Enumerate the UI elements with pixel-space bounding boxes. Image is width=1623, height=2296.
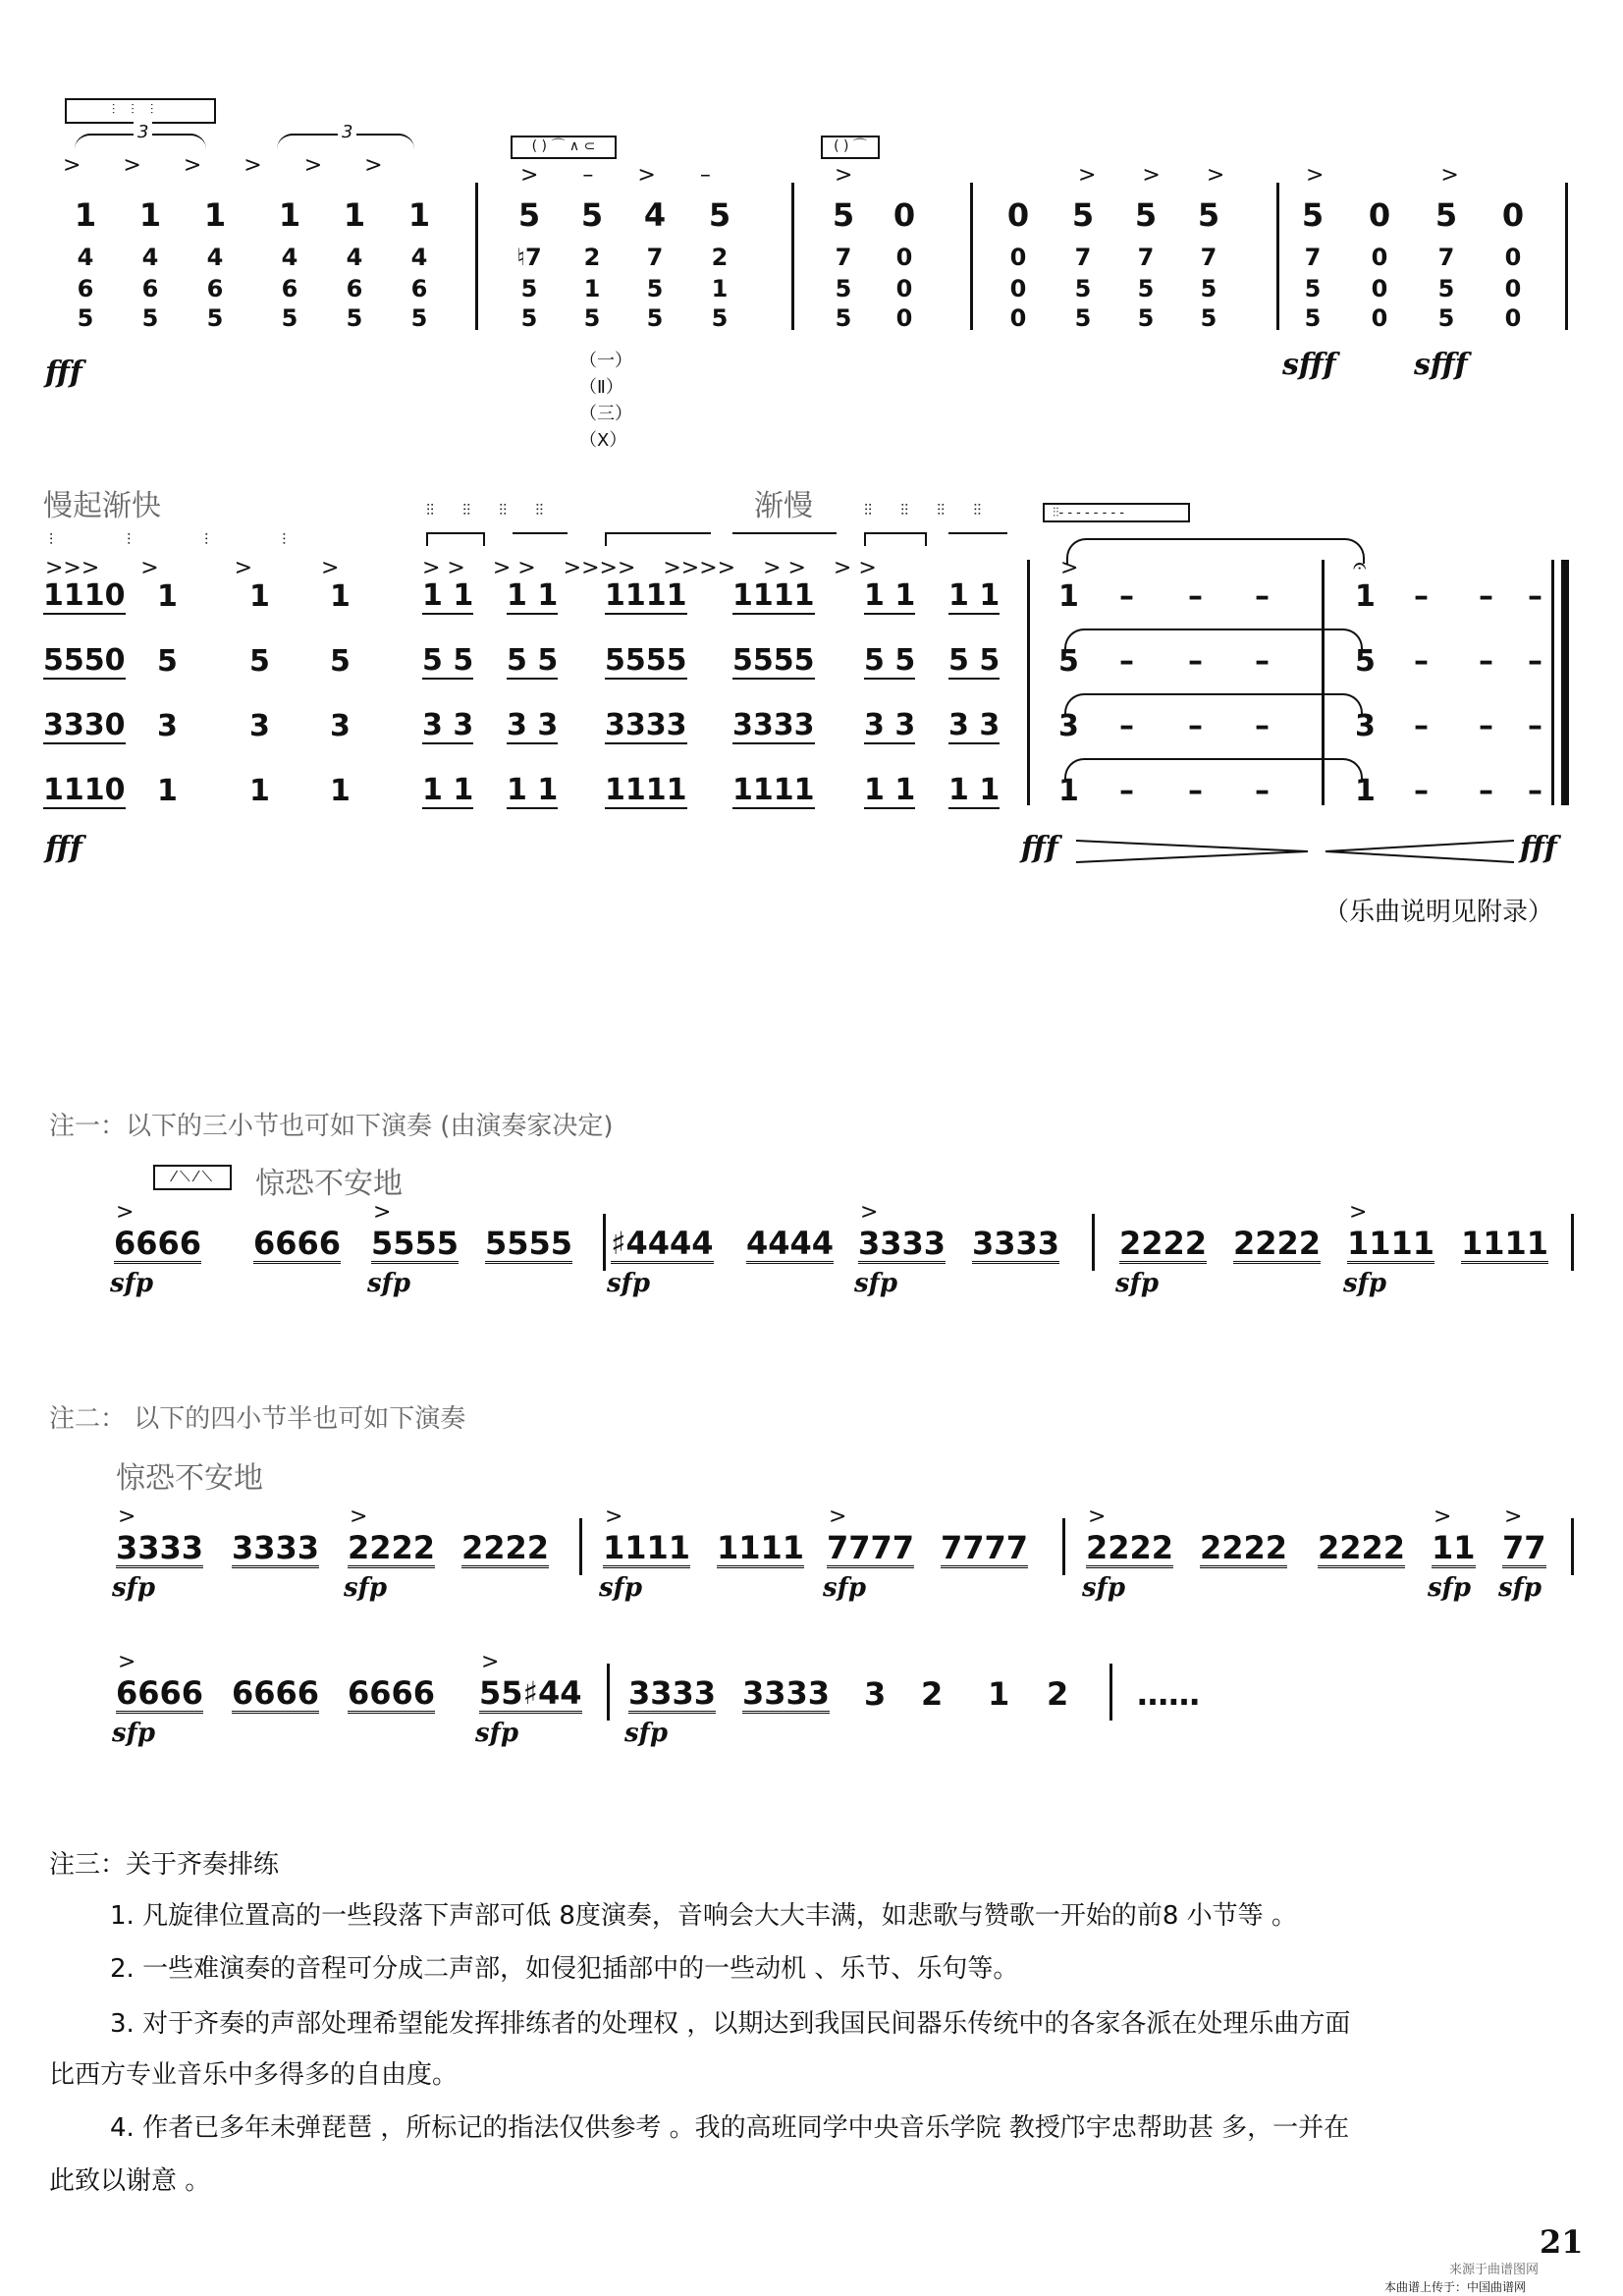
note-group: 6666	[348, 1674, 436, 1712]
group-bracket	[732, 532, 837, 546]
note-group: 5 5	[422, 643, 474, 678]
note-group: 1111	[732, 773, 815, 807]
note-group: 11	[1432, 1529, 1476, 1566]
accent-row: > >	[1306, 163, 1459, 188]
note-group: ♯4444	[611, 1225, 714, 1262]
chord-note: 0	[895, 244, 913, 271]
tie-arc	[1064, 629, 1363, 650]
string-label: （X）	[579, 430, 627, 451]
note-group: 1 1	[864, 773, 916, 807]
dynamic-marking: fff	[1520, 831, 1557, 865]
note-group: 1	[1058, 774, 1079, 808]
note-item: 比西方专业音乐中多得多的自由度。	[49, 2060, 459, 2090]
note-group: 1111	[605, 773, 687, 807]
bar-line	[579, 1518, 582, 1575]
accent-mark: >	[481, 1650, 500, 1674]
chord-note: 0	[1504, 275, 1522, 302]
chord-note: 2	[583, 244, 601, 271]
tremolo-box: ⫶⫶⫶	[65, 98, 216, 124]
note-group: –	[1188, 709, 1203, 743]
note-group: 1110	[43, 578, 126, 613]
note-item: 2. 一些难演奏的音程可分成二声部，如侵犯插部中的一些动机 、乐节、乐句等。	[110, 1954, 1019, 1984]
chord-note: 4	[206, 244, 224, 271]
chord-note: 0	[1371, 275, 1388, 302]
string-label: （Ⅱ）	[579, 377, 623, 398]
note-group: 2222	[1200, 1529, 1288, 1566]
note-group: 1111	[605, 578, 687, 613]
chord-note: ♮7	[516, 244, 542, 271]
group-bracket	[864, 532, 927, 546]
chord-note: 0	[1368, 196, 1391, 234]
note-group: 1 1	[864, 578, 916, 613]
note-group: 3 3	[422, 708, 474, 742]
chord-note: 5	[708, 196, 731, 234]
chord-note: 7	[646, 244, 664, 271]
note-group: –	[1188, 644, 1203, 679]
expression-marking: 惊恐不安地	[255, 1167, 403, 1201]
note-group: ……	[1137, 1675, 1200, 1713]
note-group: –	[1528, 579, 1542, 614]
chord-note: 0	[1504, 244, 1522, 271]
group-bracket	[513, 532, 568, 546]
chord-note: 4	[643, 196, 667, 234]
dynamic-marking: sfff	[1282, 348, 1336, 382]
dynamic-marking: sfp	[1082, 1573, 1126, 1603]
chord-note: 5	[1074, 275, 1092, 302]
note-group: 5	[157, 644, 178, 679]
note-group: –	[1414, 579, 1429, 614]
chord-note: 7	[835, 244, 852, 271]
bar-line	[1109, 1664, 1112, 1721]
note-group: 3	[864, 1675, 887, 1713]
note-group: 1	[1058, 579, 1079, 614]
note-group: 5 5	[948, 643, 1001, 678]
page-number: 21	[1540, 2223, 1584, 2261]
chord-note: 4	[141, 244, 159, 271]
chord-note: 0	[895, 304, 913, 332]
note-group: 5	[330, 644, 351, 679]
note-group: –	[1528, 709, 1542, 743]
footer-text: 本曲谱上传于：中国曲谱网	[1384, 2280, 1527, 2294]
note-group: 1 1	[948, 578, 1001, 613]
note-group: 1 1	[507, 578, 559, 613]
chord-note: 0	[895, 275, 913, 302]
chord-note: 5	[1304, 275, 1322, 302]
appendix-note: （乐曲说明见附录）	[1324, 898, 1554, 927]
accent-mark: >	[605, 1504, 623, 1529]
watermark: 来源于曲谱图网	[1449, 2263, 1540, 2277]
chord-note: 5	[1437, 275, 1455, 302]
chord-note: 6	[281, 275, 298, 302]
note-group: –	[1119, 709, 1134, 743]
chord-note: 2	[711, 244, 729, 271]
chord-note: 5	[832, 196, 855, 234]
note-group: 1 1	[507, 773, 559, 807]
note-group: 5555	[732, 643, 815, 678]
note-group: 5555	[485, 1225, 573, 1262]
note-group: 2222	[348, 1529, 436, 1566]
chord-note: 4	[281, 244, 298, 271]
expression-marking: 惊恐不安地	[116, 1461, 263, 1496]
chord-note: 5	[580, 196, 604, 234]
tempo-marking: 慢起渐快	[43, 489, 161, 523]
note-group: 1	[988, 1675, 1010, 1713]
dynamic-marking: sfp	[1498, 1573, 1542, 1603]
dynamic-marking: sfp	[1428, 1573, 1472, 1603]
note-group: –	[1414, 709, 1429, 743]
chord-note: 7	[1437, 244, 1455, 271]
fingering-box: ( ) ⌒	[821, 136, 880, 159]
note-group: 5	[1355, 644, 1376, 679]
string-label: （一）	[579, 351, 632, 371]
note-group: 5555	[371, 1225, 460, 1262]
accent-mark: >	[116, 1200, 135, 1225]
note-item: 3. 对于齐奏的声部处理希望能发挥排练者的处理权 ，以期达到我国民间器乐传统中的各家各派在处理乐曲方面	[110, 2009, 1351, 2039]
chord-note: 5	[1071, 196, 1095, 234]
chord-note: 7	[1200, 244, 1217, 271]
group-bracket	[948, 532, 1007, 546]
accent-row: > – > –	[520, 163, 711, 188]
dynamic-marking: sfp	[607, 1269, 651, 1298]
tremolo-marks: ⫶ ⫶ ⫶ ⫶	[49, 530, 287, 549]
chord-note: 0	[1501, 196, 1525, 234]
note-group: –	[1255, 709, 1270, 743]
chord-note: 5	[77, 304, 94, 332]
chord-note: 7	[1137, 244, 1155, 271]
tremolo-marks: ⫶⫶ ⫶⫶ ⫶⫶ ⫶⫶	[426, 501, 544, 519]
chord-note: 5	[1134, 196, 1158, 234]
chord-note: 5	[520, 304, 538, 332]
note-group: 3 3	[507, 708, 559, 742]
dynamic-marking: fff	[45, 831, 82, 865]
chord-note: 4	[346, 244, 363, 271]
chord-note: 1	[407, 196, 431, 234]
accent-row: > > > > >>>> >>>> > > > >	[422, 556, 877, 580]
dynamic-marking: fff	[45, 355, 82, 390]
note-item: 4. 作者已多年未弹琵琶 ，所标记的指法仅供参考 。我的高班同学中央音乐学院 教授邝宇忠帮助甚 多，一并在	[110, 2113, 1350, 2143]
note-group: 1	[330, 774, 351, 808]
note-group: 5	[1058, 644, 1079, 679]
tremolo-box: ⫶⫶- - - - - - - -	[1043, 503, 1190, 522]
tie-arc	[1064, 758, 1363, 780]
bar-line	[1565, 183, 1568, 330]
note-group: –	[1188, 774, 1203, 808]
decrescendo-hairpin	[1076, 837, 1312, 866]
note-group: 1	[157, 579, 178, 614]
chord-note: 5	[410, 304, 428, 332]
note-group: 1111	[603, 1529, 691, 1566]
dynamic-marking: sfp	[599, 1573, 643, 1603]
fingering-box: ( ) ⌒ ∧ ⊂	[511, 136, 617, 159]
note-group: 6666	[116, 1674, 204, 1712]
note-group: –	[1255, 774, 1270, 808]
chord-note: 5	[1197, 196, 1220, 234]
chord-note: 5	[1437, 304, 1455, 332]
bar-line	[1027, 560, 1030, 805]
accent-mark: >	[118, 1504, 136, 1529]
note-group: 3	[249, 709, 270, 743]
note-group: 5	[249, 644, 270, 679]
accent-mark: >	[118, 1650, 136, 1674]
chord-note: 0	[1504, 304, 1522, 332]
note-group: 5550	[43, 643, 126, 678]
accent-mark: >	[860, 1200, 879, 1225]
note-group: 55♯44	[479, 1674, 582, 1712]
dynamic-marking: sfp	[475, 1719, 519, 1748]
note-group: 3333	[742, 1674, 831, 1712]
note-group: 2	[921, 1675, 944, 1713]
note-group: 1111	[1461, 1225, 1549, 1262]
chord-note: 6	[77, 275, 94, 302]
chord-note: 5	[1137, 275, 1155, 302]
note-group: 1	[157, 774, 178, 808]
bar-line	[1571, 1518, 1574, 1575]
chord-note: 0	[1371, 304, 1388, 332]
bar-line	[607, 1664, 610, 1721]
bar-line	[1092, 1214, 1095, 1271]
note-heading: 注二： 以下的四小节半也可如下演奏	[49, 1404, 466, 1434]
note-group: 3	[1355, 709, 1376, 743]
note-group: –	[1479, 579, 1493, 614]
bar-line	[1276, 183, 1279, 330]
note-group: 3333	[732, 708, 815, 742]
chord-note: 7	[1304, 244, 1322, 271]
chord-note: 1	[583, 275, 601, 302]
accent-row: >	[1060, 556, 1079, 580]
dynamic-marking: sfp	[112, 1719, 156, 1748]
note-group: 77	[1502, 1529, 1546, 1566]
note-group: 3	[157, 709, 178, 743]
chord-note: 5	[1200, 304, 1217, 332]
string-label: （三）	[579, 404, 632, 424]
note-group: 5555	[605, 643, 687, 678]
accent-mark: >	[373, 1200, 392, 1225]
chord-note: 5	[346, 304, 363, 332]
chord-note: 7	[1074, 244, 1092, 271]
chord-note: 5	[141, 304, 159, 332]
chord-note: 4	[77, 244, 94, 271]
chord-note: 6	[141, 275, 159, 302]
accent-mark: >	[829, 1504, 847, 1529]
note-group: 1 1	[948, 773, 1001, 807]
note-group: 1	[1355, 579, 1376, 614]
note-group: –	[1479, 774, 1493, 808]
chord-note: 5	[646, 275, 664, 302]
note-group: 6666	[253, 1225, 342, 1262]
chord-note: 5	[281, 304, 298, 332]
note-group: 3333	[232, 1529, 320, 1566]
chord-note: 5	[206, 304, 224, 332]
note-group: 1	[249, 774, 270, 808]
note-group: 3333	[628, 1674, 717, 1712]
bar-line	[603, 1214, 606, 1271]
tempo-marking: 渐慢	[754, 489, 813, 523]
crescendo-hairpin	[1324, 837, 1516, 866]
chord-note: 0	[1009, 275, 1027, 302]
note-group: 2	[1047, 1675, 1069, 1713]
chord-note: 5	[1301, 196, 1325, 234]
chord-note: 0	[1006, 196, 1030, 234]
group-bracket	[426, 532, 485, 546]
note-group: 1 1	[422, 578, 474, 613]
note-group: 3333	[116, 1529, 204, 1566]
chord-note: 6	[206, 275, 224, 302]
note-group: 3333	[605, 708, 687, 742]
note-group: 3 3	[864, 708, 916, 742]
note-heading: 注一：以下的三小节也可如下演奏 (由演奏家决定)	[49, 1112, 614, 1141]
chord-note: 5	[1074, 304, 1092, 332]
dynamic-marking: fff	[1021, 831, 1058, 865]
bar-line	[970, 183, 973, 330]
chord-note: 5	[835, 275, 852, 302]
note-group: 2222	[1119, 1225, 1208, 1262]
bar-line	[475, 183, 478, 330]
accent-row: >	[835, 163, 853, 188]
dynamic-marking: sfp	[854, 1269, 898, 1298]
note-group: 2222	[1086, 1529, 1174, 1566]
note-group: 5 5	[864, 643, 916, 678]
note-item: 1. 凡旋律位置高的一些段落下声部可低 8度演奏，音响会大大丰满，如悲歌与赞歌一开始的前8 小节等 。	[110, 1901, 1297, 1931]
note-group: 3333	[858, 1225, 947, 1262]
note-group: 2222	[461, 1529, 550, 1566]
note-group: 1111	[717, 1529, 805, 1566]
note-group: –	[1119, 774, 1134, 808]
chord-note: 5	[1137, 304, 1155, 332]
accent-mark: >	[1349, 1200, 1368, 1225]
note-group: 3333	[972, 1225, 1060, 1262]
note-group: –	[1479, 644, 1493, 679]
chord-note: 5	[1200, 275, 1217, 302]
chord-note: 1	[278, 196, 301, 234]
note-group: –	[1479, 709, 1493, 743]
bar-line	[791, 183, 794, 330]
dynamic-marking: sfp	[624, 1719, 669, 1748]
chord-note: 5	[517, 196, 541, 234]
chord-note: 5	[520, 275, 538, 302]
note-group: –	[1414, 644, 1429, 679]
chord-note: 1	[138, 196, 162, 234]
bar-line	[1062, 1518, 1065, 1575]
tremolo-marks: ⫶⫶ ⫶⫶ ⫶⫶ ⫶⫶	[864, 501, 982, 519]
note-group: –	[1119, 579, 1134, 614]
note-group: –	[1414, 774, 1429, 808]
chord-note: 1	[711, 275, 729, 302]
note-group: 1111	[1347, 1225, 1435, 1262]
chord-note: 5	[583, 304, 601, 332]
chord-note: 5	[711, 304, 729, 332]
tie-arc	[1064, 693, 1363, 715]
note-group: –	[1119, 644, 1134, 679]
chord-note: 1	[343, 196, 366, 234]
note-heading: 注三：关于齐奏排练	[49, 1850, 280, 1880]
dynamic-marking: sfp	[112, 1573, 156, 1603]
note-group: –	[1255, 644, 1270, 679]
note-group: –	[1528, 774, 1542, 808]
chord-note: 0	[1009, 244, 1027, 271]
accent-mark: >	[350, 1504, 368, 1529]
accent-mark: >	[1088, 1504, 1107, 1529]
accent-mark: >	[1504, 1504, 1523, 1529]
note-item: 此致以谢意 。	[49, 2166, 211, 2196]
note-group: –	[1255, 579, 1270, 614]
note-group: 3330	[43, 708, 126, 742]
chord-note: 6	[410, 275, 428, 302]
note-group: 6666	[114, 1225, 202, 1262]
chord-note: 5	[1304, 304, 1322, 332]
chord-note: 5	[646, 304, 664, 332]
chord-note: 0	[893, 196, 916, 234]
chord-note: 1	[74, 196, 97, 234]
accent-mark: >	[1434, 1504, 1452, 1529]
chord-note: 4	[410, 244, 428, 271]
dynamic-marking: sfp	[1115, 1269, 1160, 1298]
dynamic-marking: sfp	[344, 1573, 388, 1603]
tuplet-number: 3	[338, 122, 356, 142]
note-group: 6666	[232, 1674, 320, 1712]
dynamic-marking: sfff	[1414, 348, 1468, 382]
note-group: 7777	[827, 1529, 915, 1566]
note-group: 2222	[1233, 1225, 1322, 1262]
tuplet-number: 3	[134, 122, 152, 142]
group-bracket	[605, 532, 711, 546]
chord-note: 1	[203, 196, 227, 234]
note-group: 1	[249, 579, 270, 614]
dynamic-marking: sfp	[367, 1269, 411, 1298]
note-group: –	[1188, 579, 1203, 614]
chord-note: 0	[1371, 244, 1388, 271]
dynamic-marking: sfp	[110, 1269, 154, 1298]
note-group: 1 1	[422, 773, 474, 807]
accent-row: > > >	[1078, 163, 1225, 188]
note-group: 1	[1355, 774, 1376, 808]
final-bar-line	[1551, 560, 1554, 805]
accent-row: >>> > > >	[45, 556, 340, 580]
note-group: 1111	[732, 578, 815, 613]
accent-row: > > > > > >	[63, 153, 383, 178]
final-bar-line	[1561, 560, 1569, 805]
tie-arc	[1066, 538, 1365, 564]
string-labels	[579, 348, 632, 454]
bar-line	[1571, 1214, 1574, 1271]
chord-note: 6	[346, 275, 363, 302]
dynamic-marking: sfp	[823, 1573, 867, 1603]
note-group: 3	[330, 709, 351, 743]
chord-note: 0	[1009, 304, 1027, 332]
dynamic-marking: sfp	[1343, 1269, 1387, 1298]
note-group: 7777	[941, 1529, 1029, 1566]
note-group: 1110	[43, 773, 126, 807]
note-group: –	[1528, 644, 1542, 679]
chord-note: 5	[1434, 196, 1458, 234]
chord-note: 5	[835, 304, 852, 332]
fermata: 𝄐	[1353, 552, 1367, 579]
fingering-box: ⁄ ⟍ ⁄ ⟍	[153, 1165, 232, 1190]
note-group: 2222	[1318, 1529, 1406, 1566]
note-group: 1	[330, 579, 351, 614]
note-group: 4444	[746, 1225, 835, 1262]
note-group: 5 5	[507, 643, 559, 678]
note-group: 3	[1058, 709, 1079, 743]
note-group: 3 3	[948, 708, 1001, 742]
